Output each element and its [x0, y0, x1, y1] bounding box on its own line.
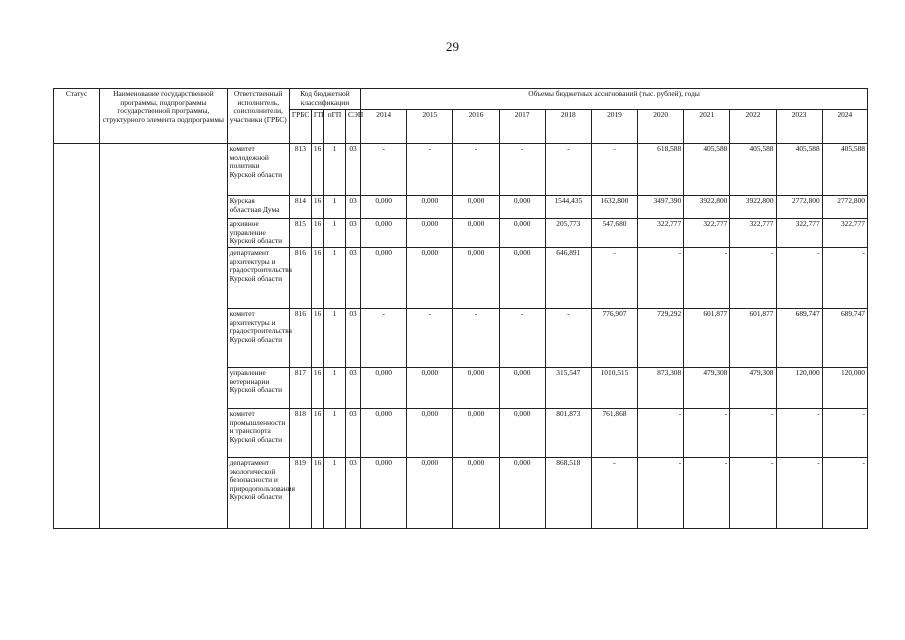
- value-cell: 479,308: [684, 368, 730, 409]
- sep-cell: 03: [346, 196, 361, 219]
- value-cell: 3922,800: [684, 196, 730, 219]
- value-cell: 322,777: [730, 219, 776, 248]
- value-cell: 0,000: [453, 196, 499, 219]
- value-cell: 601,877: [730, 309, 776, 368]
- value-cell: 689,747: [776, 309, 822, 368]
- value-cell: -: [730, 248, 776, 309]
- program-name-cell: [100, 144, 227, 529]
- sep-cell: 03: [346, 368, 361, 409]
- table-row: [54, 144, 868, 196]
- value-cell: -: [684, 409, 730, 458]
- gp-cell: 16: [311, 219, 323, 248]
- pgp-cell: 1: [323, 219, 345, 248]
- value-cell: 205,773: [545, 219, 591, 248]
- value-cell: 761,868: [591, 409, 637, 458]
- value-cell: 322,777: [684, 219, 730, 248]
- grbs-cell: 818: [289, 409, 311, 458]
- grbs-cell: 817: [289, 368, 311, 409]
- value-cell: 0,000: [453, 458, 499, 529]
- value-cell: 0,000: [499, 368, 545, 409]
- header-year: 2014: [361, 110, 407, 144]
- gp-cell: 16: [311, 309, 323, 368]
- value-cell: 315,547: [545, 368, 591, 409]
- sep-cell: 03: [346, 458, 361, 529]
- value-cell: -: [638, 458, 684, 529]
- value-cell: 801,873: [545, 409, 591, 458]
- value-cell: 1010,515: [591, 368, 637, 409]
- pgp-cell: 1: [323, 144, 345, 196]
- header-code-grbs: ГРБС: [289, 110, 311, 144]
- header-year: 2018: [545, 110, 591, 144]
- value-cell: 729,292: [638, 309, 684, 368]
- table-body: [54, 144, 868, 529]
- executor-cell: комитет молодежной политики Курской области: [227, 144, 289, 196]
- grbs-cell: 816: [289, 248, 311, 309]
- value-cell: 776,907: [591, 309, 637, 368]
- value-cell: 0,000: [407, 196, 453, 219]
- header-year: 2022: [730, 110, 776, 144]
- executor-cell: департамент экологической безопасности и природопользования Курской области: [227, 458, 289, 529]
- gp-cell: 16: [311, 409, 323, 458]
- value-cell: -: [453, 144, 499, 196]
- grbs-cell: 816: [289, 309, 311, 368]
- value-cell: 120,000: [776, 368, 822, 409]
- value-cell: -: [499, 144, 545, 196]
- sep-cell: 03: [346, 219, 361, 248]
- value-cell: 0,000: [361, 248, 407, 309]
- value-cell: 322,777: [822, 219, 867, 248]
- value-cell: 322,777: [776, 219, 822, 248]
- value-cell: 405,588: [684, 144, 730, 196]
- header-year: 2024: [822, 110, 867, 144]
- value-cell: 2772,800: [776, 196, 822, 219]
- status-cell: [54, 144, 100, 529]
- value-cell: 0,000: [407, 409, 453, 458]
- value-cell: -: [591, 144, 637, 196]
- value-cell: 3497,390: [638, 196, 684, 219]
- executor-cell: архивное управление Курской области: [227, 219, 289, 248]
- sep-cell: 03: [346, 248, 361, 309]
- pgp-cell: 1: [323, 409, 345, 458]
- value-cell: 1544,435: [545, 196, 591, 219]
- value-cell: -: [730, 409, 776, 458]
- value-cell: 0,000: [361, 219, 407, 248]
- value-cell: 405,588: [822, 144, 867, 196]
- value-cell: 405,588: [776, 144, 822, 196]
- value-cell: 0,000: [453, 219, 499, 248]
- header-code-pgp: пГП: [323, 110, 345, 144]
- header-year: 2023: [776, 110, 822, 144]
- executor-cell: комитет архитектуры и градостроительства Курской области: [227, 309, 289, 368]
- header-year: 2015: [407, 110, 453, 144]
- value-cell: 0,000: [407, 219, 453, 248]
- value-cell: -: [407, 144, 453, 196]
- header-status: Статус: [54, 89, 100, 144]
- value-cell: 618,588: [638, 144, 684, 196]
- header-budget-volume: Объемы бюджетных ассигнований (тыс. рублей), годы: [361, 89, 868, 110]
- header-code-sep: СЭП: [346, 110, 361, 144]
- value-cell: 873,308: [638, 368, 684, 409]
- value-cell: -: [638, 409, 684, 458]
- value-cell: -: [638, 248, 684, 309]
- value-cell: 0,000: [407, 458, 453, 529]
- value-cell: -: [730, 458, 776, 529]
- header-year: 2016: [453, 110, 499, 144]
- value-cell: 0,000: [453, 409, 499, 458]
- pgp-cell: 1: [323, 309, 345, 368]
- value-cell: -: [453, 309, 499, 368]
- value-cell: -: [776, 458, 822, 529]
- value-cell: 2772,800: [822, 196, 867, 219]
- value-cell: 479,308: [730, 368, 776, 409]
- value-cell: -: [545, 309, 591, 368]
- value-cell: 547,680: [591, 219, 637, 248]
- gp-cell: 16: [311, 458, 323, 529]
- value-cell: 601,877: [684, 309, 730, 368]
- sep-cell: 03: [346, 409, 361, 458]
- value-cell: 120,000: [822, 368, 867, 409]
- value-cell: 0,000: [499, 409, 545, 458]
- value-cell: -: [822, 409, 867, 458]
- header-year: 2019: [591, 110, 637, 144]
- value-cell: -: [776, 248, 822, 309]
- value-cell: -: [822, 458, 867, 529]
- value-cell: 0,000: [453, 248, 499, 309]
- value-cell: 0,000: [499, 458, 545, 529]
- value-cell: 646,891: [545, 248, 591, 309]
- sep-cell: 03: [346, 144, 361, 196]
- value-cell: 689,747: [822, 309, 867, 368]
- value-cell: 3922,800: [730, 196, 776, 219]
- value-cell: -: [684, 248, 730, 309]
- value-cell: 322,777: [638, 219, 684, 248]
- executor-cell: Курская областная Дума: [227, 196, 289, 219]
- gp-cell: 16: [311, 196, 323, 219]
- value-cell: 1632,800: [591, 196, 637, 219]
- pgp-cell: 1: [323, 368, 345, 409]
- pgp-cell: 1: [323, 196, 345, 219]
- value-cell: 0,000: [499, 248, 545, 309]
- value-cell: -: [545, 144, 591, 196]
- header-row-1: [54, 89, 868, 110]
- header-budget-code: Код бюджетной классификации: [289, 89, 360, 110]
- value-cell: 405,588: [730, 144, 776, 196]
- value-cell: -: [499, 309, 545, 368]
- page-number: 29: [446, 39, 459, 54]
- grbs-cell: 813: [289, 144, 311, 196]
- grbs-cell: 815: [289, 219, 311, 248]
- gp-cell: 16: [311, 368, 323, 409]
- value-cell: 0,000: [499, 219, 545, 248]
- value-cell: -: [822, 248, 867, 309]
- grbs-cell: 819: [289, 458, 311, 529]
- budget-table: [53, 88, 868, 529]
- value-cell: 0,000: [407, 368, 453, 409]
- header-code-gp: ГП: [311, 110, 323, 144]
- value-cell: -: [684, 458, 730, 529]
- pgp-cell: 1: [323, 248, 345, 309]
- executor-cell: комитет промышленности и транспорта Курской области: [227, 409, 289, 458]
- value-cell: 0,000: [499, 196, 545, 219]
- executor-cell: департамент архитектуры и градостроительства Курской области: [227, 248, 289, 309]
- header-year: 2017: [499, 110, 545, 144]
- value-cell: -: [591, 248, 637, 309]
- executor-cell: управление ветеринарии Курской области: [227, 368, 289, 409]
- pgp-cell: 1: [323, 458, 345, 529]
- header-executor: Ответственный исполнитель, соисполнители, участники (ГРБС): [227, 89, 289, 144]
- gp-cell: 16: [311, 144, 323, 196]
- header-year: 2020: [638, 110, 684, 144]
- sep-cell: 03: [346, 309, 361, 368]
- value-cell: 0,000: [361, 409, 407, 458]
- grbs-cell: 814: [289, 196, 311, 219]
- value-cell: -: [361, 309, 407, 368]
- value-cell: -: [361, 144, 407, 196]
- value-cell: -: [407, 309, 453, 368]
- value-cell: 0,000: [407, 248, 453, 309]
- value-cell: 0,000: [361, 196, 407, 219]
- value-cell: -: [776, 409, 822, 458]
- header-year: 2021: [684, 110, 730, 144]
- value-cell: 868,518: [545, 458, 591, 529]
- value-cell: 0,000: [453, 368, 499, 409]
- value-cell: -: [591, 458, 637, 529]
- gp-cell: 16: [311, 248, 323, 309]
- value-cell: 0,000: [361, 368, 407, 409]
- header-program-name: Наименование государственной программы, подпрограммы государственной программы, структурного элемента подпрограммы: [100, 89, 227, 144]
- value-cell: 0,000: [361, 458, 407, 529]
